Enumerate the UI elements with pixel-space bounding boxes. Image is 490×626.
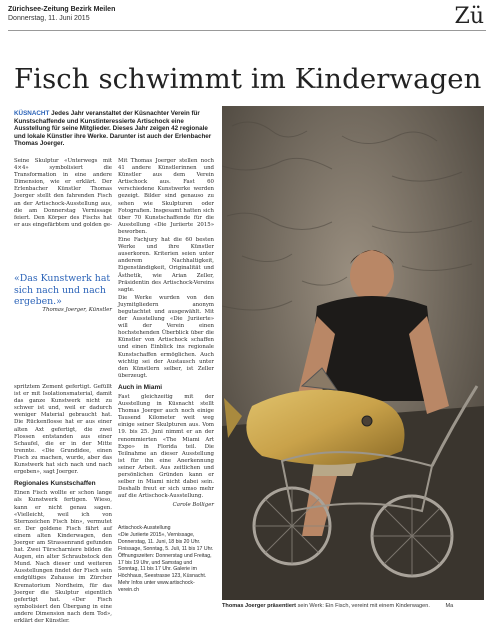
photo-illustration	[222, 106, 484, 600]
paragraph: Mit Thomas Joerger stellen noch 41 andere Künstlerinnen und Künstler aus dem Verein Artischock aus. Fast 60 verschiedene Kunstwerke werden gezeigt. Bilder sind genauso zu sehen wie Skulpturen oder Fotografien. Insgesamt hatten sich über 70 Kunstschaffende für die Ausstellung «Die Juriierte 2015» beworben.	[118, 158, 214, 235]
publication-name: Zürichsee-Zeitung Bezirk Meilen	[8, 6, 116, 13]
paragraph: Seine Skulptur «Unterwegs mit 4×4» symbolisiert die Transformation in eine andere Dimension, wie er erklärt. Der Erlenbacher Künstler Thomas Joerger stellt den fahrenden Fisch an der Artischock-Ausstellung aus, die am Donnerstag Vernissage feiert. Den Körper des Fischs hat er aus eingefärbtem und golden ge-	[14, 158, 112, 228]
paragraph: spritztem Zement gefertigt. Gefüllt ist er mit Isolationsmaterial, damit das ganze Kunstwerk nicht zu schwer ist und, weil er dadurch weniger Material gebraucht hat. Die Rückenflosse hat er aus einer alten Axt gefertigt, die zwei Flossen entstanden aus einer Schaufel, die er in der Mitte trennte. «Die Grundidee, einen Fisch zu machen, wurde, aber das Kunstwerk hat sich nach und nach ergeben», sagt Joerger.	[14, 384, 112, 476]
pull-quote: «Das Kunstwerk hat sich nach und nach ergeben.»	[14, 273, 111, 308]
paragraph: Einen Fisch wollte er schon lange als Kunstwerk fertigen. Wieso, kann er nicht genau sagen. «Vielleicht, weil ich von Sternzeichen Fisch bin», vermutet er. Der goldene Fisch fährt auf einem alten Kinderwagen, den Joerger am Strassenrand gefunden hat. Zwei Türscharniere bilden die Augen, ein alter Schraubstock den Mund. Nach dieser und weiteren Ausstellungen findet der Fisch sein endgültiges Zuhause im Zürcher Krematorium Nordheim, für das Joerger die Skulptur eigentlich gefertigt hat. «Der Fisch symbolisiert den Übergang in eine andere Dimension nach dem Tod», erklärt der Künstler.	[14, 490, 112, 624]
masthead	[8, 4, 484, 29]
info-heading: Artischock-Ausstellung	[118, 525, 171, 531]
photo-credit: Ma	[445, 603, 454, 609]
photo-caption	[222, 603, 488, 609]
paragraph: Die Werke wurden von den Juymitgliedern anonym begutachtet und ausgewählt. Mit der Ausstellung «Die Juriierte» will der Verein einen hochstehenden Überblick über die Künstler von Artischock schaffen und einen Einblick ins regionale Kunstschaffen ermöglichen. Auch wichtig sei der Austausch unter den Künstlern selber, ist Zeller überzeugt.	[118, 294, 214, 379]
masthead-rule	[8, 30, 486, 31]
subheading-regional: Regionales Kunstschaffen	[14, 480, 96, 488]
body-column-1-bottom	[14, 384, 112, 626]
man-head	[350, 250, 394, 302]
article-lead	[14, 110, 219, 148]
dateline: KÜSNACHT	[14, 110, 50, 117]
info-text: «Die Juriierte 2015», Vernissage, Donnerstag, 11. Juni, 18 bis 20 Uhr. Finissage, Sonntag, 5. Juli, 11 bis 17 Uhr. Öffnungszeiten: Donnerstag und Freitag, 17 bis 19 Uhr, und Samstag und Sonntag, 11 bis 17 Uhr. Galerie im Höchhaus, Seestrasse 123, Küsnacht. Mehr Infos unter www.artischock-verein.ch	[118, 531, 214, 594]
pull-quote-source: Thomas Joerger, Künstler	[42, 307, 112, 313]
caption-text: sein Werk: Ein Fisch, vereint mit einem Kinderwagen.	[297, 603, 430, 609]
paragraph: Eine Fachjury hat die 60 besten Werke und ihre Künstler auserkoren. Kriterien seien unter anderem Nachhaltigkeit, Eigenständigkeit, Originalität und Ästhetik, wie Arian Zeller, Präsidentin des Artischock-Vereins sagte.	[118, 237, 214, 293]
lead-text: Jedes Jahr veranstaltet der Küsnachter Verein für Kunstschaffende und Kunstinteressierte Artischock eine Ausstellung für seine Mitglieder. Dieses Jahr zeigen 42 regionale und lokale Künstler ihre Werke. Darunter ist auch der Erlenbacher Thomas Joerger.	[14, 110, 212, 147]
body-column-2	[118, 158, 214, 511]
paragraph: Fast gleichzeitig mit der Ausstellung in Küsnacht stellt Thomas Joerger auch noch einige Tausend Kilometer weit weg einige seiner Skulpturen aus. Vom 19. bis 25. Juni nimmt er an der renommierten «The Miami Art Expo» in Florida teil. Die Teilnahme an dieser Ausstellung ist für ihn eine Anerkennung seiner Arbeit. Aus zeitlichen und persönlichen Gründen kann er selber in Miami nicht dabei sein. Deshalb freut er sich umso mehr auf die Artischock-Ausstellung.	[118, 394, 214, 500]
info-box	[118, 525, 214, 594]
body-column-1-top	[14, 158, 112, 230]
issue-date: Donnerstag, 11. Juni 2015	[8, 15, 90, 22]
subheading-miami: Auch in Miami	[118, 383, 163, 391]
brand-fragment: Zü	[454, 4, 484, 29]
caption-name: Thomas Joerger präsentiert	[222, 603, 296, 609]
article-photo	[222, 106, 484, 600]
article-headline: Fisch schwimmt im Kinderwagen	[14, 63, 482, 95]
author-byline: Carole Bolliger	[172, 502, 214, 509]
